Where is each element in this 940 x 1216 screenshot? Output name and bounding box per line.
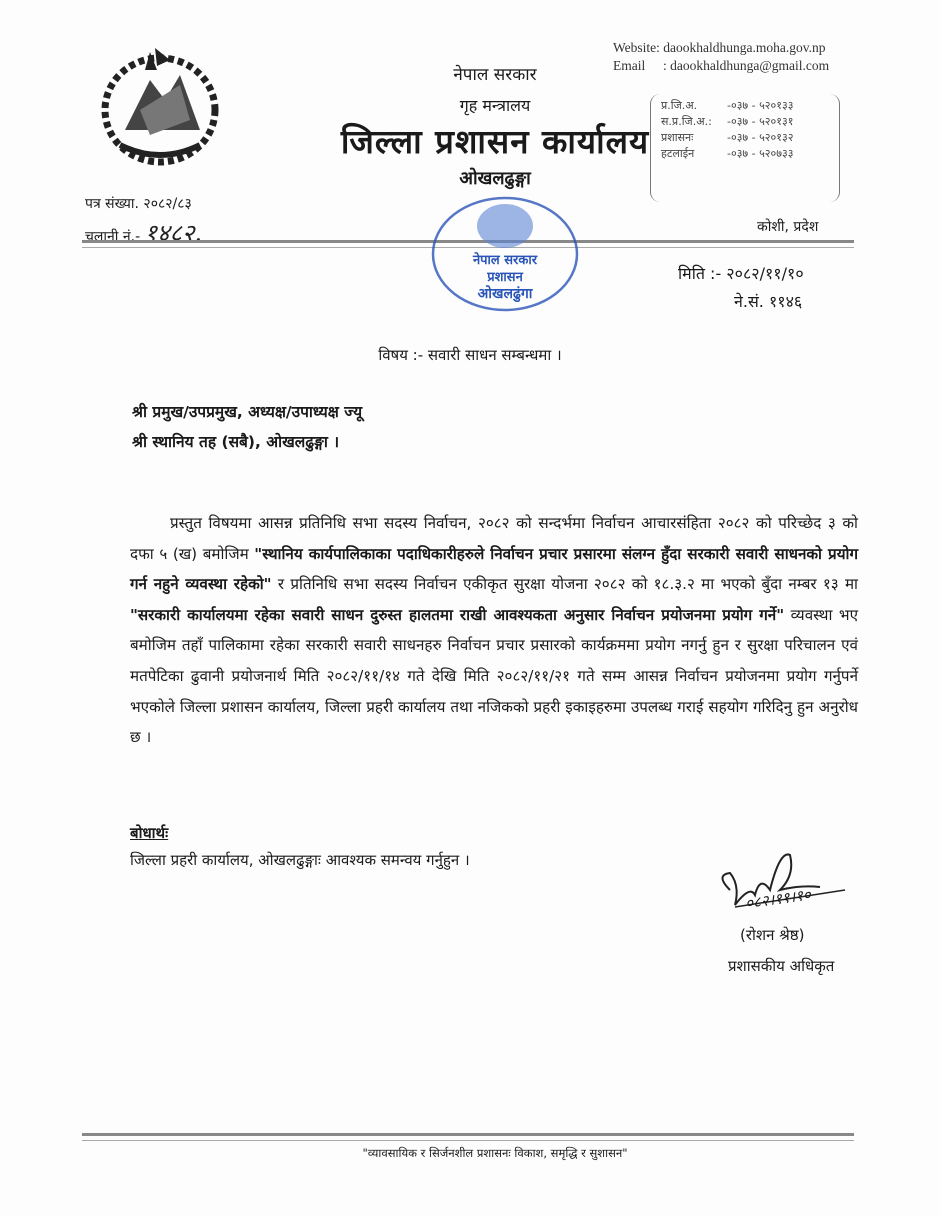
phone-label: हटलाईन bbox=[661, 147, 695, 160]
phone-row bbox=[661, 146, 829, 162]
body-text: व्यवस्था भए बमोजिम तहाँ पालिकामा रहेका सरकारी सवारी साधनहरु निर्वाचन प्रचार प्रसारको कार्यक्रममा प्रयोग नगर्नु हुन र सुरक्षा परिचालन एवं मतपेटिका ढुवानी प्रयोजनार्थ मिति २०८२/११/१४ गते देखि मिति २०८२/११/२१ गते सम्म आसन्न निर्वाचन प्रयोजनमा प्रयोग गर्नुपर्ने भएकोले जिल्ला प्रशासन कार्यालय, जिल्ला प्रहरी कार्यालय तथा नजिकको प्रहरी इकाइहरुमा उपलब्ध गराई सहयोग गरिदिनु हुन अनुरोध छ । bbox=[130, 605, 858, 747]
phone-label: प्र.जि.अ. bbox=[661, 99, 698, 112]
phone-number: -०३७ - ५२०७३३ bbox=[727, 147, 794, 160]
addressee-line: श्री स्थानिय तह (सबै), ओखलढुङ्गा । bbox=[132, 433, 340, 451]
district-title: ओखलढुङ्गा bbox=[459, 168, 531, 189]
province: कोशी, प्रदेश bbox=[757, 219, 819, 235]
body-paragraph bbox=[130, 508, 858, 753]
letter-number: पत्र संख्या. २०८२/८३ bbox=[85, 196, 192, 212]
phone-row bbox=[661, 130, 829, 146]
signatory-title: प्रशासकीय अधिकृत bbox=[728, 957, 835, 975]
email-row bbox=[613, 58, 829, 74]
signature-date: ०८२।११।१० bbox=[744, 885, 812, 913]
office-title: जिल्ला प्रशासन कार्यालय bbox=[340, 122, 650, 161]
body-quote: "स्थानिय कार्यपालिकाका पदाधिकारीहरुले निर्वाचन प्रचार प्रसारमा संलग्न हुँदा सरकारी सवारी साधनको प्रयोग गर्न नहुने व्यवस्था रहेको" bbox=[130, 544, 858, 594]
phone-label: प्रशासनः bbox=[661, 131, 694, 144]
phone-number: -०३७ - ५२०१३३ bbox=[727, 99, 794, 112]
cc-heading: बोधार्थः bbox=[130, 824, 169, 842]
footer-divider bbox=[82, 1133, 854, 1141]
phone-number: -०३७ - ५२०१३१ bbox=[727, 115, 794, 128]
nepal-sambat: ने.सं. ११४६ bbox=[734, 292, 803, 311]
website-text: Website: daookhaldhunga.moha.gov.np bbox=[613, 40, 826, 55]
addressee-line: श्री प्रमुख/उपप्रमुख, अध्यक्ष/उपाध्यक्ष ज्यू bbox=[132, 403, 363, 421]
subject: विषय :- सवारी साधन सम्बन्धमा । bbox=[378, 346, 562, 364]
signatory-name: (रोशन श्रेष्ठ) bbox=[740, 926, 805, 944]
ministry-title: गृह मन्त्रालय bbox=[459, 96, 531, 115]
body-text: र प्रतिनिधि सभा सदस्य निर्वाचन एकीकृत सुरक्षा योजना २०८२ को १८.३.२ मा भएको बुँदा नम्बर १३ मा bbox=[271, 575, 858, 594]
dispatch-label: चलानी नं.- bbox=[85, 229, 141, 245]
phone-row bbox=[661, 114, 829, 130]
phone-box bbox=[650, 94, 840, 202]
phone-row bbox=[661, 98, 829, 114]
date: मिति :- २०८२/११/१० bbox=[678, 264, 804, 283]
gov-title: नेपाल सरकार bbox=[453, 65, 537, 85]
cc-line: जिल्ला प्रहरी कार्यालय, ओखलढुङ्गाः आवश्यक समन्वय गर्नुहुन । bbox=[130, 851, 470, 869]
svg-text:ओखलढुंगा: ओखलढुंगा bbox=[477, 286, 533, 302]
nepal-emblem-logo bbox=[95, 40, 225, 170]
svg-text:प्रशासन: प्रशासन bbox=[487, 270, 523, 285]
footer-motto: "व्यावसायिक र सिर्जनशील प्रशासनः विकाश, समृद्धि र सुशासन" bbox=[362, 1146, 628, 1160]
phone-label: स.प्र.जि.अ.: bbox=[661, 115, 712, 128]
email-label: Email bbox=[613, 58, 646, 73]
body-text: प्रस्तुत विषयमा आसन्न प्रतिनिधि सभा सदस्य निर्वाचन, २०८२ को सन्दर्भमा निर्वाचन आचारसंहिता २०८२ को परिच्छेद ३ को दफा ५ (ख) बमोजिम bbox=[130, 514, 858, 563]
dispatch-number: १४८२. bbox=[144, 219, 203, 247]
signature bbox=[710, 845, 860, 920]
svg-text:नेपाल सरकार: नेपाल सरकार bbox=[472, 253, 538, 268]
phone-number: -०३७ - ५२०१३२ bbox=[727, 131, 794, 144]
email-text: : daookhaldhunga@gmail.com bbox=[663, 58, 830, 73]
body-quote: "सरकारी कार्यालयमा रहेका सवारी साधन दुरुस्त हालतमा राखी आवश्यकता अनुसार निर्वाचन प्रयोजनमा प्रयोग गर्ने" bbox=[130, 605, 785, 624]
office-stamp bbox=[425, 186, 585, 316]
